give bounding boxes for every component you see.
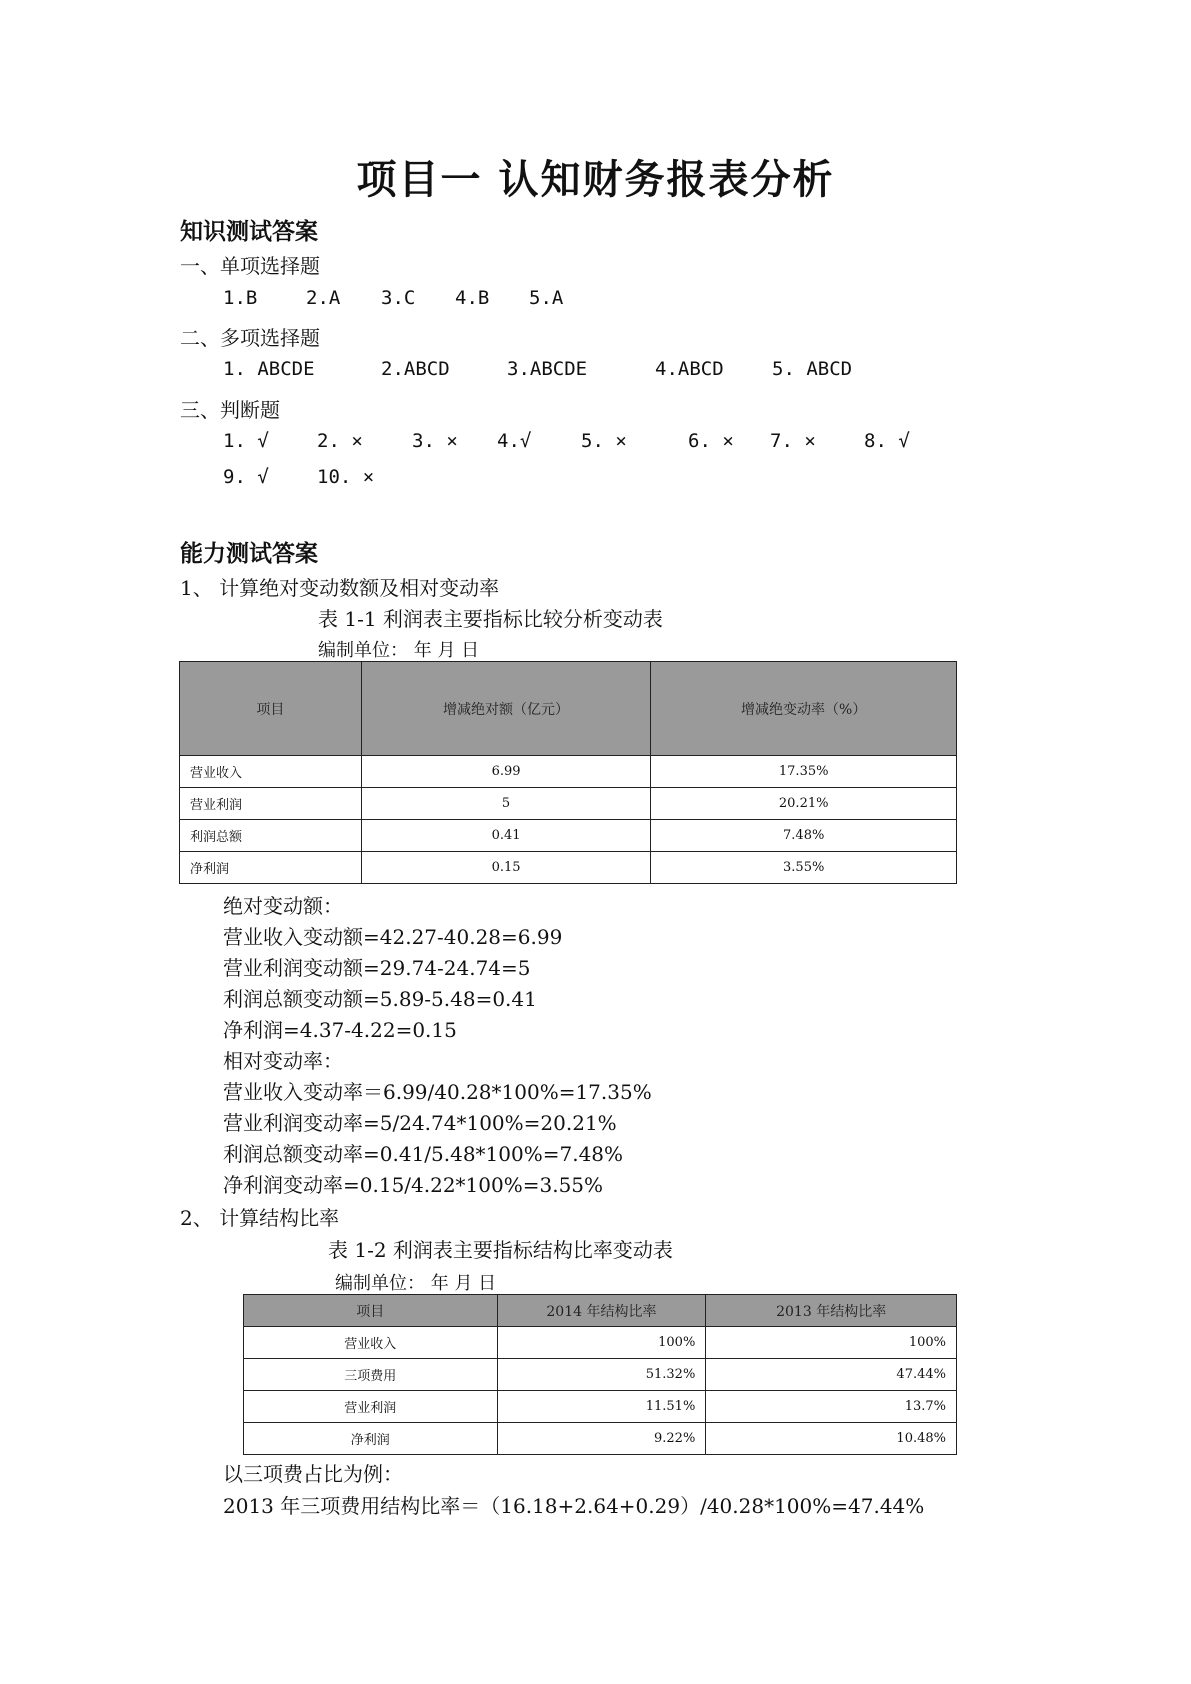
answer-item: 1.B xyxy=(223,287,258,309)
page-title: 项目一 认知财务报表分析 xyxy=(356,156,835,203)
table-cell: 3.55% xyxy=(651,852,957,884)
table-cell: 三项费用 xyxy=(244,1359,498,1391)
table-cell: 17.35% xyxy=(651,756,957,788)
column-header: 增减绝变动率（%） xyxy=(651,662,957,756)
table-cell: 0.15 xyxy=(361,852,651,884)
table-cell: 营业收入 xyxy=(180,756,362,788)
formula-line: 净利润变动率=0.15/4.22*100%=3.55% xyxy=(223,1173,604,1197)
table-cell: 营业收入 xyxy=(244,1327,498,1359)
answer-item: 2. × xyxy=(317,430,363,452)
column-header: 项目 xyxy=(244,1295,498,1327)
table-cell: 47.44% xyxy=(706,1359,957,1391)
formula-line: 利润总额变动率=0.41/5.48*100%=7.48% xyxy=(223,1142,624,1166)
table-1-unit: 编制单位： 年 月 日 xyxy=(318,640,480,661)
table-cell: 20.21% xyxy=(651,788,957,820)
answer-item: 7. × xyxy=(770,430,816,452)
answer-item: 5. × xyxy=(581,430,627,452)
formula-line: 以三项费占比为例： xyxy=(223,1462,403,1486)
answer-item: 4.ABCD xyxy=(655,358,724,380)
table-2-unit: 编制单位： 年 月 日 xyxy=(335,1273,497,1294)
table-2 xyxy=(243,1294,957,1455)
table-row xyxy=(244,1359,957,1391)
table-cell: 13.7% xyxy=(706,1391,957,1423)
table-cell: 11.51% xyxy=(497,1391,706,1423)
multiple-choice-label: 二、多项选择题 xyxy=(180,326,320,350)
table-row xyxy=(180,852,957,884)
table-row xyxy=(244,1327,957,1359)
question-1-label: 1、 计算绝对变动数额及相对变动率 xyxy=(180,576,500,600)
table-2-caption: 表 1-2 利润表主要指标结构比率变动表 xyxy=(328,1238,673,1262)
formula-line: 利润总额变动额=5.89-5.48=0.41 xyxy=(223,987,537,1011)
formula-line: 净利润=4.37-4.22=0.15 xyxy=(223,1018,457,1042)
table-cell: 营业利润 xyxy=(180,788,362,820)
answer-item: 4.B xyxy=(455,287,490,309)
table-cell: 净利润 xyxy=(180,852,362,884)
formula-line: 相对变动率： xyxy=(223,1049,343,1073)
table-cell: 营业利润 xyxy=(244,1391,498,1423)
table-cell: 10.48% xyxy=(706,1423,957,1455)
table-header-row xyxy=(244,1295,957,1327)
table-cell: 5 xyxy=(361,788,651,820)
question-2-label: 2、 计算结构比率 xyxy=(180,1206,340,1230)
formula-line: 2013 年三项费用结构比率＝（16.18+2.64+0.29）/40.28*100%=47.44% xyxy=(223,1494,925,1518)
table-row xyxy=(180,820,957,852)
table-1-caption: 表 1-1 利润表主要指标比较分析变动表 xyxy=(318,607,663,631)
answer-item: 8. √ xyxy=(864,430,910,452)
table-row xyxy=(244,1423,957,1455)
formula-line: 绝对变动额： xyxy=(223,894,343,918)
answer-item: 9. √ xyxy=(223,466,269,488)
column-header: 2014 年结构比率 xyxy=(497,1295,706,1327)
column-header: 项目 xyxy=(180,662,362,756)
answer-item: 1. √ xyxy=(223,430,269,452)
table-cell: 100% xyxy=(497,1327,706,1359)
table-row xyxy=(180,788,957,820)
table-row xyxy=(244,1391,957,1423)
table-cell: 100% xyxy=(706,1327,957,1359)
answer-item: 4.√ xyxy=(497,430,532,452)
table-cell: 利润总额 xyxy=(180,820,362,852)
judge-label: 三、判断题 xyxy=(180,398,280,422)
column-header: 增减绝对额（亿元） xyxy=(361,662,651,756)
ability-heading: 能力测试答案 xyxy=(180,540,318,567)
formula-line: 营业收入变动率＝6.99/40.28*100%=17.35% xyxy=(223,1080,652,1104)
table-cell: 51.32% xyxy=(497,1359,706,1391)
formula-line: 营业收入变动额=42.27-40.28=6.99 xyxy=(223,925,563,949)
answer-item: 3.ABCDE xyxy=(507,358,588,380)
answer-item: 5. ABCD xyxy=(772,358,853,380)
answer-item: 3.C xyxy=(381,287,416,309)
table-cell: 9.22% xyxy=(497,1423,706,1455)
answer-item: 2.ABCD xyxy=(381,358,450,380)
answer-item: 3. × xyxy=(412,430,458,452)
table-cell: 净利润 xyxy=(244,1423,498,1455)
answer-item: 2.A xyxy=(306,287,341,309)
column-header: 2013 年结构比率 xyxy=(706,1295,957,1327)
table-row xyxy=(180,756,957,788)
formula-line: 营业利润变动额=29.74-24.74=5 xyxy=(223,956,531,980)
table-cell: 0.41 xyxy=(361,820,651,852)
table-header-row xyxy=(180,662,957,756)
answer-item: 5.A xyxy=(529,287,564,309)
table-cell: 7.48% xyxy=(651,820,957,852)
answer-item: 6. × xyxy=(688,430,734,452)
table-cell: 6.99 xyxy=(361,756,651,788)
answer-item: 1. ABCDE xyxy=(223,358,315,380)
knowledge-heading: 知识测试答案 xyxy=(180,218,318,245)
table-1 xyxy=(179,661,957,884)
answer-item: 10. × xyxy=(317,466,375,488)
single-choice-label: 一、单项选择题 xyxy=(180,254,320,278)
formula-line: 营业利润变动率=5/24.74*100%=20.21% xyxy=(223,1111,617,1135)
